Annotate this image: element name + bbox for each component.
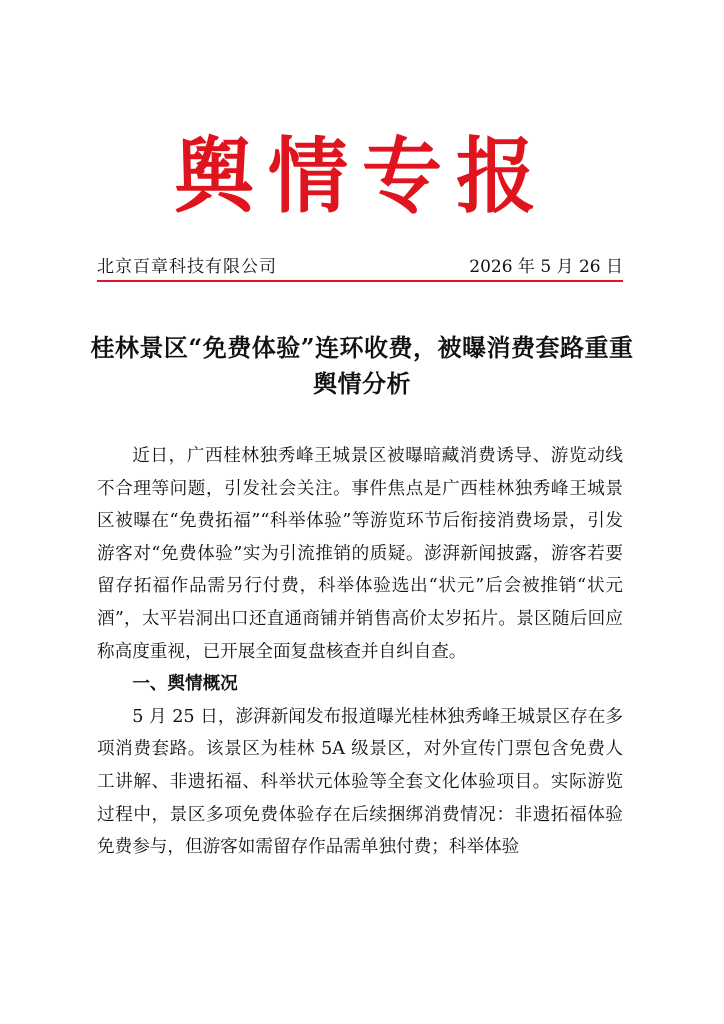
section-paragraph: 5 月 25 日，澎湃新闻发布报道曝光桂林独秀峰王城景区存在多项消费套路。该景区为桂林 5A 级景区，对外宣传门票包含免费人工讲解、非遗拓福、科举状元体验等全套文化体验项目。实际游览过程中，景区多项免费体验存在后续捆绑消费情况：非遗拓福体验免费参与，但游客如需留存作品需单独付费；科举体验 [97,706,623,858]
masthead-title: 舆情专报 [174,128,550,224]
issuing-organization: 北京百章科技有限公司 [97,257,277,277]
section-heading: 一、舆情概况 [132,674,238,695]
header-divider [97,280,623,282]
header-meta-row [97,256,623,278]
report-headline: 桂林景区“免费体验”连环收费，被曝消费套路重重舆情分析 [90,333,634,398]
report-body [97,440,623,864]
intro-paragraph: 近日，广西桂林独秀峰王城景区被曝暗藏消费诱导、游览动线不合理等问题，引发社会关注。事件焦点是广西桂林独秀峰王城景区被曝在“免费拓福”“科举体验”等游览环节后衔接消费场景，引发游客对“免费体验”实为引流推销的质疑。澎湃新闻披露，游客若要留存拓福作品需另行付费，科举体验选出“状元”后会被推销“状元酒”，太平岩洞出口还直通商铺并销售高价太岁拓片。景区随后回应称高度重视，已开展全面复盘核查并自纠自查。 [97,446,623,662]
issue-date: 2026 年 5 月 26 日 [469,257,623,277]
